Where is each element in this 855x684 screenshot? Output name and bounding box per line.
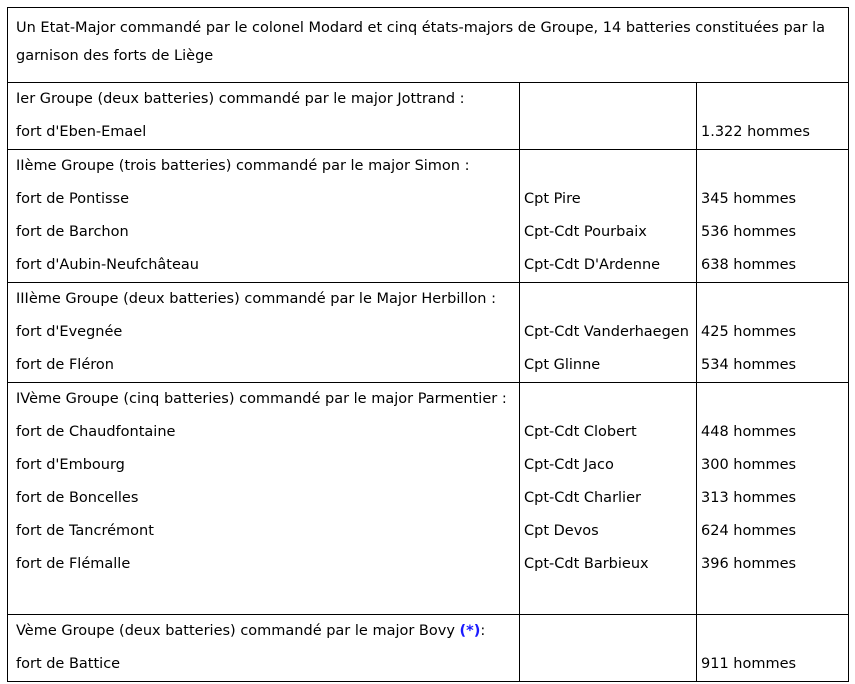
fort-name: fort de Barchon xyxy=(16,224,129,240)
commander-name: Cpt Pire xyxy=(524,191,581,207)
document xyxy=(7,7,848,678)
men-count: 345 hommes xyxy=(701,191,797,207)
group-title-suffix: : xyxy=(480,623,486,639)
men-count: 425 hommes xyxy=(701,324,797,340)
commander-name: Cpt Devos xyxy=(524,523,599,539)
group-title-text: Vème Groupe (deux batteries) commandé par le major Bovy xyxy=(16,623,460,639)
group-row xyxy=(8,150,849,283)
commander-column xyxy=(520,150,697,283)
fort-name: fort de Boncelles xyxy=(16,490,139,506)
fort-column xyxy=(8,83,520,150)
fort-name: fort d'Aubin-Neufchâteau xyxy=(16,257,199,273)
footnote-link[interactable]: (*) xyxy=(459,623,481,639)
fort-name: fort d'Eben-Emael xyxy=(16,124,147,140)
commander-column xyxy=(520,283,697,383)
commander-name: Cpt-Cdt Vanderhaegen xyxy=(524,324,689,340)
fort-column xyxy=(8,283,520,383)
fort-name: fort d'Embourg xyxy=(16,457,125,473)
group-title xyxy=(16,615,519,648)
commander-name: Cpt Glinne xyxy=(524,357,601,373)
men-count: 638 hommes xyxy=(701,257,797,273)
men-column xyxy=(697,283,849,383)
group-title: IVème Groupe (cinq batteries) commandé par le major Parmentier : xyxy=(16,391,507,407)
men-count: 911 hommes xyxy=(701,656,797,672)
commander-column xyxy=(520,383,697,615)
commander-name xyxy=(528,116,696,149)
men-column xyxy=(697,150,849,283)
group-row xyxy=(8,383,849,615)
group-title: IIème Groupe (trois batteries) commandé par le major Simon : xyxy=(16,158,470,174)
fort-name: fort d'Evegnée xyxy=(16,324,123,340)
intro-row xyxy=(8,8,849,83)
men-count: 448 hommes xyxy=(701,424,797,440)
men-count: 534 hommes xyxy=(701,357,797,373)
commander-name: Cpt-Cdt Charlier xyxy=(524,490,641,506)
commander-name: Cpt-Cdt D'Ardenne xyxy=(524,257,661,273)
intro-text: Un Etat-Major commandé par le colonel Modard et cinq états-majors de Groupe, 14 batteries constituées par la garnison des forts de Liège xyxy=(16,20,826,64)
commander-name: Cpt-Cdt Clobert xyxy=(524,424,637,440)
commander-name: Cpt-Cdt Jaco xyxy=(524,457,614,473)
fort-column xyxy=(8,383,520,615)
fort-name: fort de Pontisse xyxy=(16,191,129,207)
commander-name: Cpt-Cdt Pourbaix xyxy=(524,224,647,240)
men-count: 1.322 hommes xyxy=(701,124,810,140)
group-title: Ier Groupe (deux batteries) commandé par le major Jottrand : xyxy=(16,91,465,107)
men-column xyxy=(697,83,849,150)
fort-name: fort de Fléron xyxy=(16,357,114,373)
group-row xyxy=(8,283,849,383)
batteries-table xyxy=(7,7,849,682)
men-count: 624 hommes xyxy=(701,523,797,539)
fort-name: fort de Tancrémont xyxy=(16,523,154,539)
men-column xyxy=(697,615,849,682)
commander-column xyxy=(520,615,697,682)
men-count: 300 hommes xyxy=(701,457,797,473)
commander-name xyxy=(528,648,696,681)
fort-name: fort de Flémalle xyxy=(16,556,131,572)
fort-name: fort de Battice xyxy=(16,656,121,672)
men-count: 313 hommes xyxy=(701,490,797,506)
group-row xyxy=(8,615,849,682)
group-title: IIIème Groupe (deux batteries) commandé par le Major Herbillon : xyxy=(16,291,496,307)
fort-column xyxy=(8,615,520,682)
commander-column xyxy=(520,83,697,150)
fort-column xyxy=(8,150,520,283)
men-column xyxy=(697,383,849,615)
men-count: 536 hommes xyxy=(701,224,797,240)
men-count: 396 hommes xyxy=(701,556,797,572)
commander-name: Cpt-Cdt Barbieux xyxy=(524,556,649,572)
fort-name: fort de Chaudfontaine xyxy=(16,424,176,440)
group-row xyxy=(8,83,849,150)
